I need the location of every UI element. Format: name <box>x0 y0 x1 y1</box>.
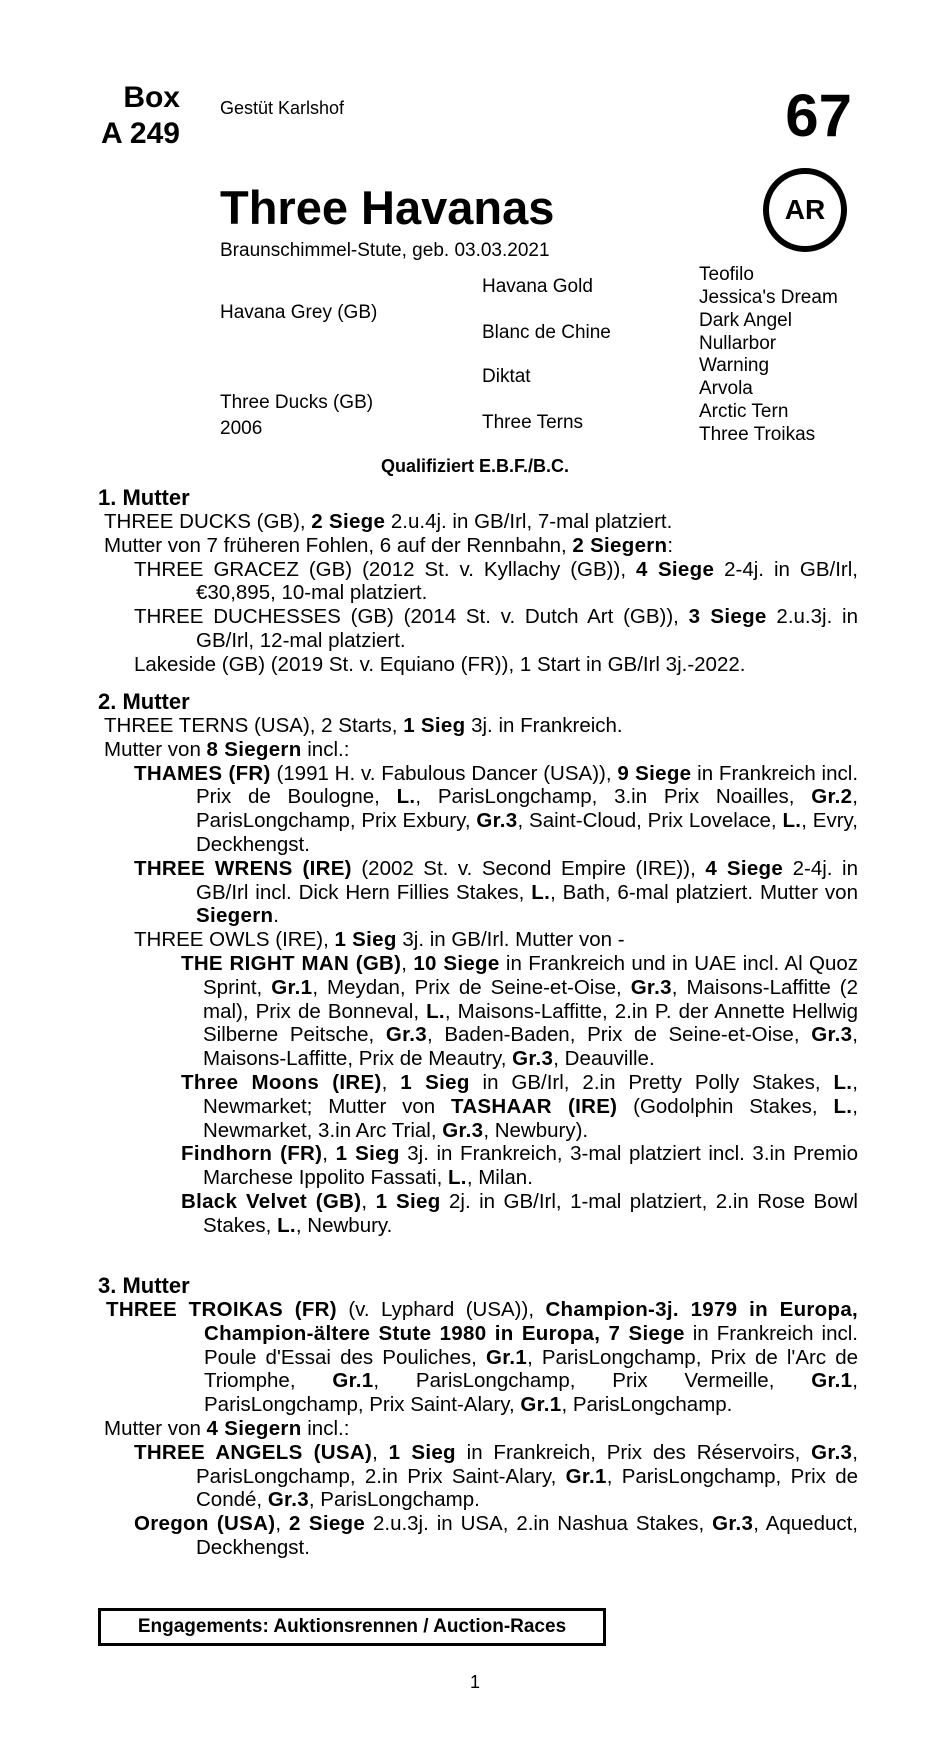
ar-badge: AR <box>763 168 847 252</box>
breeder-name: Gestüt Karlshof <box>220 98 345 118</box>
third-dam-produce: Mutter von 4 Siegern incl.: <box>104 1416 350 1440</box>
pedigree-sire-sire: Havana Gold <box>482 276 593 297</box>
pedigree-gen3-3: Dark Angel <box>699 310 792 331</box>
box-number: A 249 <box>101 117 180 150</box>
box-label: Box <box>123 81 180 114</box>
second-dam-record: THREE TERNS (USA), 2 Starts, 1 Sieg 3j. in Frankreich. <box>104 714 623 737</box>
pedigree-gen3-6: Arvola <box>699 378 753 399</box>
third-dam-foal-three-angels: THREE ANGELS (USA), 1 Sieg in Frankreich, Prix des Réservoirs, Gr.3, ParisLongchamp, 2.in Prix Saint-Alary, Gr.1, ParisLongchamp, Prix de Condé, Gr.3, ParisLongchamp. <box>134 1440 858 1512</box>
grandfoal-black-velvet: Black Velvet (GB), 1 Sieg 2j. in GB/Irl, 1-mal platziert, 2.in Rose Bowl Stakes, L., Newbury. <box>181 1189 858 1237</box>
page-number: 1 <box>469 1672 480 1692</box>
pedigree-sire: Havana Grey (GB) <box>220 302 378 323</box>
pedigree-dam-dam: Three Terns <box>482 412 584 433</box>
section-first-dam <box>98 486 858 677</box>
pedigree-sire-dam: Blanc de Chine <box>482 322 611 343</box>
pedigree-dam-year: 2006 <box>220 418 263 439</box>
section-third-dam <box>98 1274 858 1560</box>
pedigree-gen3-5: Warning <box>699 355 770 376</box>
first-dam-produce: Mutter von 7 früheren Fohlen, 6 auf der Rennbahn, 2 Siegern: <box>104 533 674 557</box>
pedigree-gen3-8: Three Troikas <box>699 424 816 445</box>
pedigree-gen3-1: Teofilo <box>699 264 754 285</box>
second-dam-foal-three-owls: THREE OWLS (IRE), 1 Sieg 3j. in GB/Irl. Mutter von - <box>134 928 625 952</box>
second-dam-produce: Mutter von 8 Siegern incl.: <box>104 737 350 761</box>
first-dam-foal-3: Lakeside (GB) (2019 St. v. Equiano (FR)), 1 Start in GB/Irl 3j.-2022. <box>134 652 746 676</box>
second-dam-heading: 2. Mutter <box>98 689 190 714</box>
third-dam-heading: 3. Mutter <box>98 1273 190 1298</box>
pedigree-dam: Three Ducks (GB) <box>220 392 374 413</box>
grandfoal-the-right-man: THE RIGHT MAN (GB), 10 Siege in Frankreich und in UAE incl. Al Quoz Sprint, Gr.1, Meydan, Prix de Seine-et-Oise, Gr.3, Maisons-Laffitte (2 mal), Prix de Bonneval, L., Maisons-Laffitte, 2.in P. der Annette Hellwig Silberne Peitsche, Gr.3, Baden-Baden, Prix de Seine-et-Oise, Gr.3, Maisons-Laffitte, Prix de Meautry, Gr.3, Deauville. <box>181 951 858 1071</box>
section-second-dam <box>98 690 858 1238</box>
first-dam-heading: 1. Mutter <box>98 485 190 510</box>
pedigree-gen3-2: Jessica's Dream <box>699 287 838 308</box>
pedigree-gen3-4: Nullarbor <box>699 333 777 354</box>
pedigree-gen3-7: Arctic Tern <box>699 401 789 422</box>
first-dam-foal-1: THREE GRACEZ (GB) (2012 St. v. Kyllachy (GB)), 4 Siege 2-4j. in GB/Irl, €30,895, 10-mal platziert. <box>134 557 858 605</box>
third-dam-foal-oregon: Oregon (USA), 2 Siege 2.u.3j. in USA, 2.in Nashua Stakes, Gr.3, Aqueduct, Deckhengst. <box>134 1512 859 1559</box>
first-dam-foal-2: THREE DUCHESSES (GB) (2014 St. v. Dutch Art (GB)), 3 Siege 2.u.3j. in GB/Irl, 12-mal platziert. <box>134 605 858 652</box>
second-dam-foal-three-wrens: THREE WRENS (IRE) (2002 St. v. Second Empire (IRE)), 4 Siege 2-4j. in GB/Irl incl. Dick Hern Fillies Stakes, L., Bath, 6-mal platziert. Mutter von Siegern. <box>134 856 858 928</box>
lot-number: 67 <box>785 82 852 149</box>
horse-description: Braunschimmel-Stute, geb. 03.03.2021 <box>220 240 550 261</box>
pedigree-dam-sire: Diktat <box>482 366 531 387</box>
grandfoal-three-moons: Three Moons (IRE), 1 Sieg in GB/Irl, 2.in Pretty Polly Stakes, L., Newmarket; Mutter von TASHAAR (IRE) (Godolphin Stakes, L., Newmarket, 3.in Arc Trial, Gr.3, Newbury). <box>181 1070 858 1142</box>
first-dam-record: THREE DUCKS (GB), 2 Siege 2.u.4j. in GB/Irl, 7-mal platziert. <box>104 510 673 533</box>
engagements-box: Engagements: Auktionsrennen / Auction-Races <box>98 1608 606 1646</box>
grandfoal-findhorn: Findhorn (FR), 1 Sieg 3j. in Frankreich, 3-mal platziert incl. 3.in Premio Marchese Ippolito Fassati, L., Milan. <box>181 1142 858 1190</box>
horse-name: Three Havanas <box>220 181 555 234</box>
third-dam-record: THREE TROIKAS (FR) (v. Lyphard (USA)), Champion-3j. 1979 in Europa, Champion-ältere Stute 1980 in Europa, 7 Siege in Frankreich incl. Poule d'Essai des Pouliches, Gr.1, ParisLongchamp, Prix de l'Arc de Triomphe, Gr.1, ParisLongchamp, Prix Vermeille, Gr.1, ParisLongchamp, Prix Saint-Alary, Gr.1, ParisLongchamp. <box>106 1298 859 1417</box>
second-dam-foal-thames: THAMES (FR) (1991 H. v. Fabulous Dancer (USA)), 9 Siege in Frankreich incl. Prix de Boulogne, L., ParisLongchamp, 3.in Prix Noailles, Gr.2, ParisLongchamp, Prix Exbury, Gr.3, Saint-Cloud, Prix Lovelace, L., Evry, Deckhengst. <box>134 761 859 856</box>
qualification: Qualifiziert E.B.F./B.C. <box>380 456 570 476</box>
